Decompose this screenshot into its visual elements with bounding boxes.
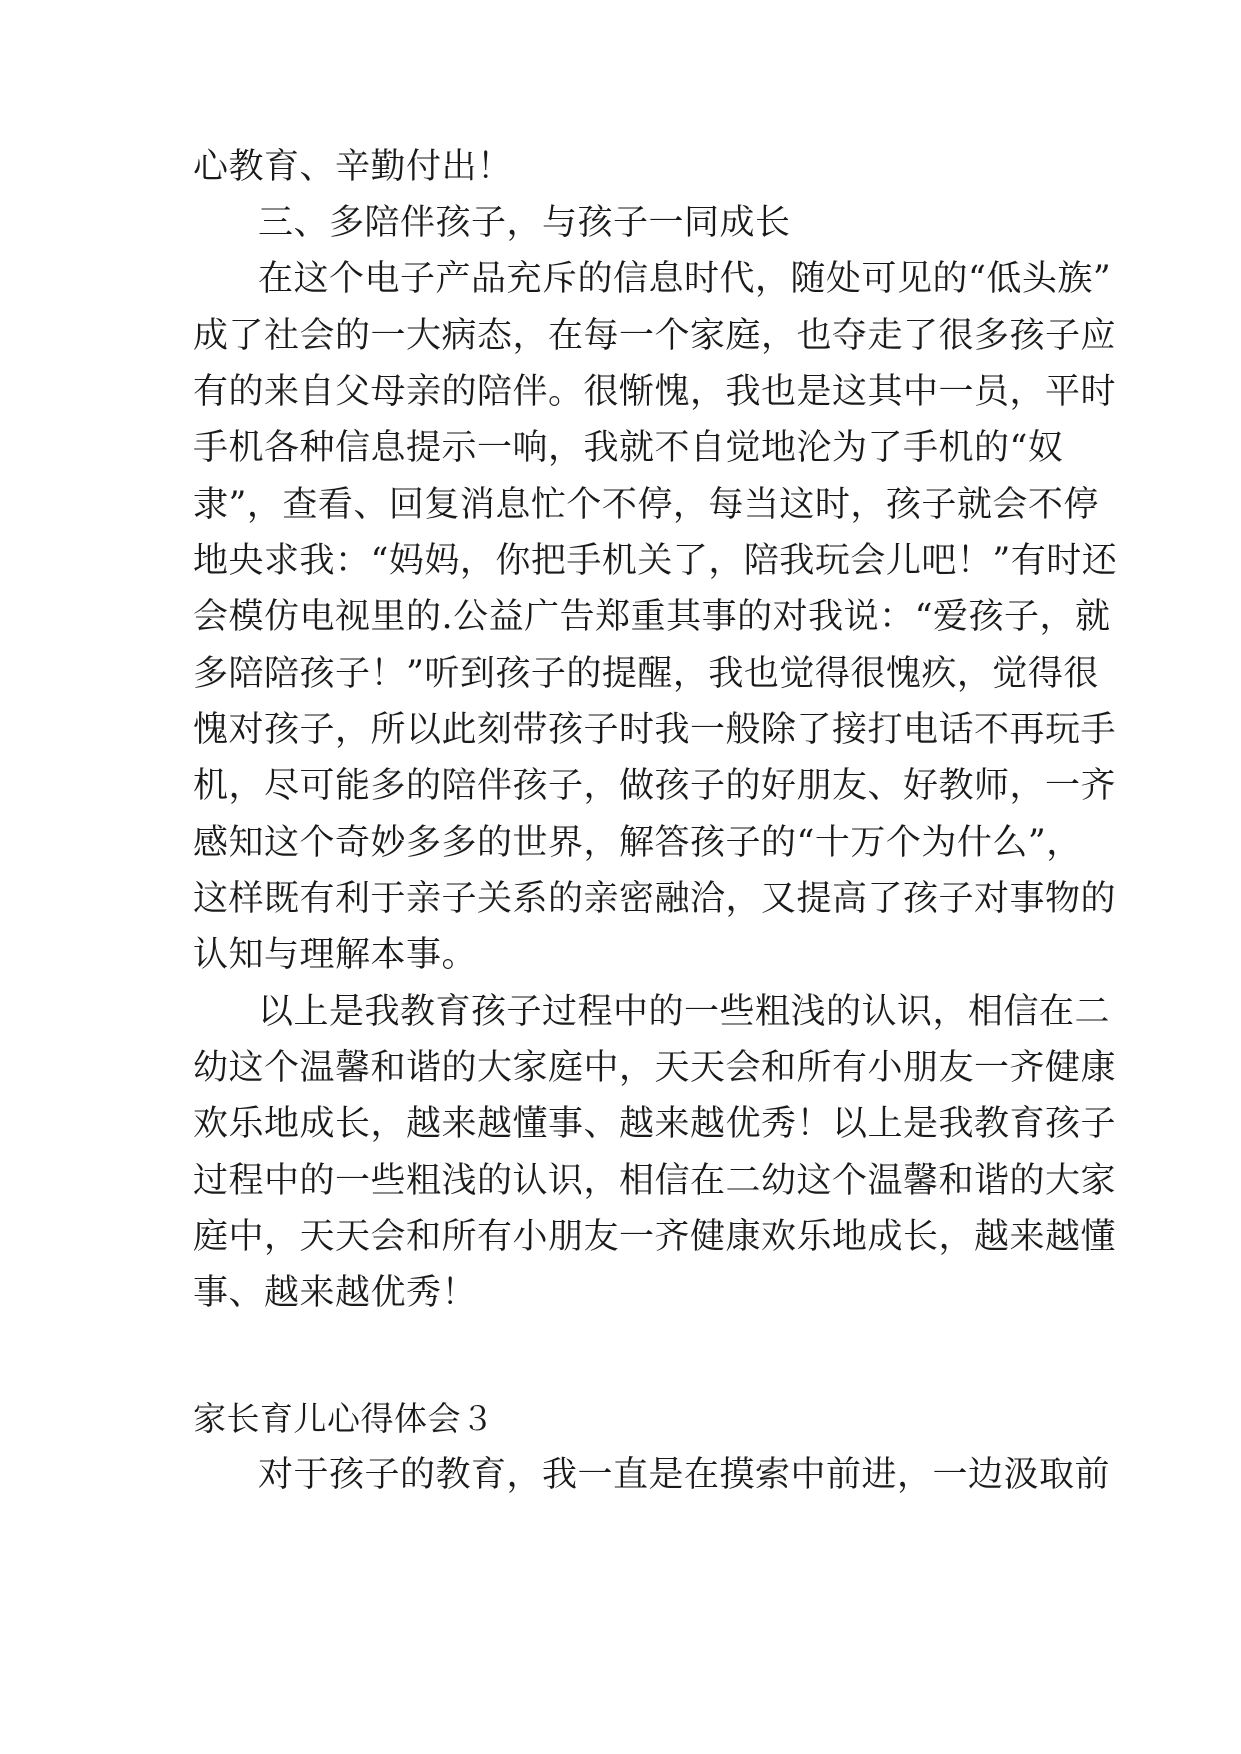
paragraph-line: 对于孩子的教育，我一直是在摸索中前进，一边汲取前 xyxy=(258,1455,1111,1495)
section-heading: 三、多陪伴孩子，与孩子一同成长 xyxy=(258,203,791,243)
paragraph-line: 过程中的一些粗浅的认识，相信在二幼这个温馨和谐的大家 xyxy=(193,1161,1117,1201)
paragraph-line: 成了社会的一大病态，在每一个家庭，也夺走了很多孩子应 xyxy=(193,316,1117,356)
paragraph-line: 这样既有利于亲子关系的亲密融洽，又提高了孩子对事物的 xyxy=(193,879,1117,919)
paragraph-line: 心教育、辛勤付出！ xyxy=(193,147,513,187)
paragraph-line: 会模仿电视里的.公益广告郑重其事的对我说：“爱孩子，就 xyxy=(193,597,1111,637)
paragraph-line: 事、越来越优秀！ xyxy=(193,1273,478,1313)
paragraph-line: 幼这个温馨和谐的大家庭中，天天会和所有小朋友一齐健康 xyxy=(193,1048,1117,1088)
paragraph-line: 机，尽可能多的陪伴孩子，做孩子的好朋友、好教师，一齐 xyxy=(193,766,1117,806)
paragraph-line: 愧对孩子，所以此刻带孩子时我一般除了接打电话不再玩手 xyxy=(193,710,1117,750)
paragraph-line: 多陪陪孩子！”听到孩子的提醒，我也觉得很愧疚，觉得很 xyxy=(193,654,1099,694)
paragraph-line: 有的来自父母亲的陪伴。很惭愧，我也是这其中一员，平时 xyxy=(193,372,1117,412)
document-title: 家长育儿心得体会３ xyxy=(193,1399,495,1438)
paragraph-line: 在这个电子产品充斥的信息时代，随处可见的“低头族” xyxy=(258,259,1112,299)
paragraph-line: 地央求我：“妈妈，你把手机关了，陪我玩会儿吧！”有时还 xyxy=(193,541,1118,581)
paragraph-line: 庭中，天天会和所有小朋友一齐健康欢乐地成长，越来越懂 xyxy=(193,1217,1117,1257)
paragraph-line: 认知与理解本事。 xyxy=(193,935,478,975)
paragraph-line: 隶”，查看、回复消息忙个不停，每当这时，孩子就会不停 xyxy=(193,485,1099,525)
paragraph-line: 感知这个奇妙多多的世界，解答孩子的“十万个为什么”， xyxy=(193,823,1082,863)
paragraph-line: 手机各种信息提示一响，我就不自觉地沦为了手机的“奴 xyxy=(193,428,1064,468)
paragraph-line: 以上是我教育孩子过程中的一些粗浅的认识，相信在二 xyxy=(258,992,1111,1032)
paragraph-line: 欢乐地成长，越来越懂事、越来越优秀！以上是我教育孩子 xyxy=(193,1104,1117,1144)
